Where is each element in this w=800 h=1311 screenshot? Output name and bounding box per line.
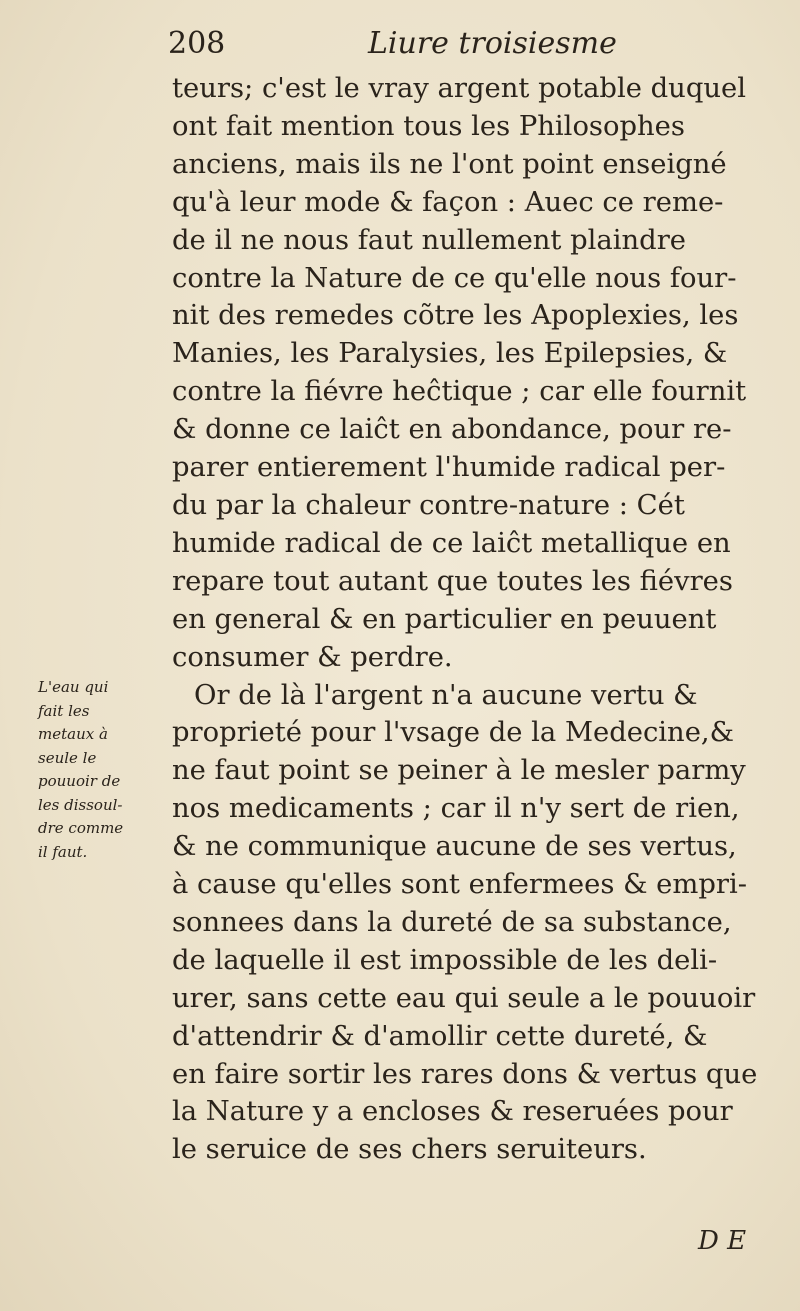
text-line: à cause qu'elles sont enfermees & empri- [172,869,747,901]
margin-note-line: pouuoir de [38,772,121,790]
text-line: consumer & perdre. [172,641,453,673]
text-line: le seruice de ses chers seruiteurs. [172,1134,647,1166]
text-line: proprieté pour l'vsage de la Medecine,& [172,717,734,749]
margin-note-line: L'eau qui [38,678,109,696]
text-line: en general & en particulier en peuuent [172,603,717,635]
text-line: Manies, les Paralysies, les Epilepsies, & [172,338,728,370]
text-line: ont fait mention tous les Philosophes [172,110,685,142]
text-line: Or de là l'argent n'a aucune vertu & [194,679,698,711]
text-line: ne faut point se peiner à le mesler parmy [172,755,746,787]
text-line: d'attendrir & d'amollir cette dureté, & [172,1020,708,1052]
text-line: la Nature y a encloses & reseruées pour [172,1096,733,1128]
margin-note-line: dre comme [38,819,124,837]
text-line: qu'à leur mode & façon : Auec ce reme- [172,186,724,218]
margin-note-line: fait les [38,701,90,720]
text-line: & ne communique aucune de ses vertus, [172,831,737,863]
page-number: 208 [168,26,226,61]
text-line: teurs; c'est le vray argent potable duquel [172,73,746,104]
text-line: contre la Nature de ce qu'elle nous four- [172,262,737,294]
text-line: en faire sortir les rares dons & vertus que [172,1058,758,1090]
text-line: de il ne nous faut nullement plaindre [172,224,687,256]
text-line: nit des remedes cõtre les Apoplexies, les [172,300,739,332]
text-line: parer entierement l'humide radical per- [172,452,726,484]
main-text [172,70,772,1169]
margin-note [38,676,158,864]
margin-note-line: les dissoul- [38,795,123,814]
page-header [168,26,668,72]
text-line: humide radical de ce laiĉt metallique en [172,527,731,559]
text-line: & donne ce laiĉt en abondance, pour re- [172,414,732,446]
text-line: sonnees dans la dureté de sa substance, [172,906,732,938]
text-line: urer, sans cette eau qui seule a le pouuoir [172,982,756,1014]
text-line: nos medicaments ; car il n'y sert de rien, [172,793,740,825]
margin-note-line: il faut. [38,842,88,861]
text-line: repare tout autant que toutes les fiévres [172,565,733,597]
running-title: Liure troisiesme [368,26,617,61]
text-line: de laquelle il est impossible de les deli- [172,944,718,976]
text-line: du par la chaleur contre-nature : Cét [172,489,685,521]
catchword: D E [698,1226,747,1256]
margin-note-line: metaux à [38,725,108,743]
margin-note-line: seule le [38,748,97,767]
text-line: contre la fiévre heĉtique ; car elle fournit [172,376,747,408]
text-line: anciens, mais ils ne l'ont point enseigné [172,148,727,180]
